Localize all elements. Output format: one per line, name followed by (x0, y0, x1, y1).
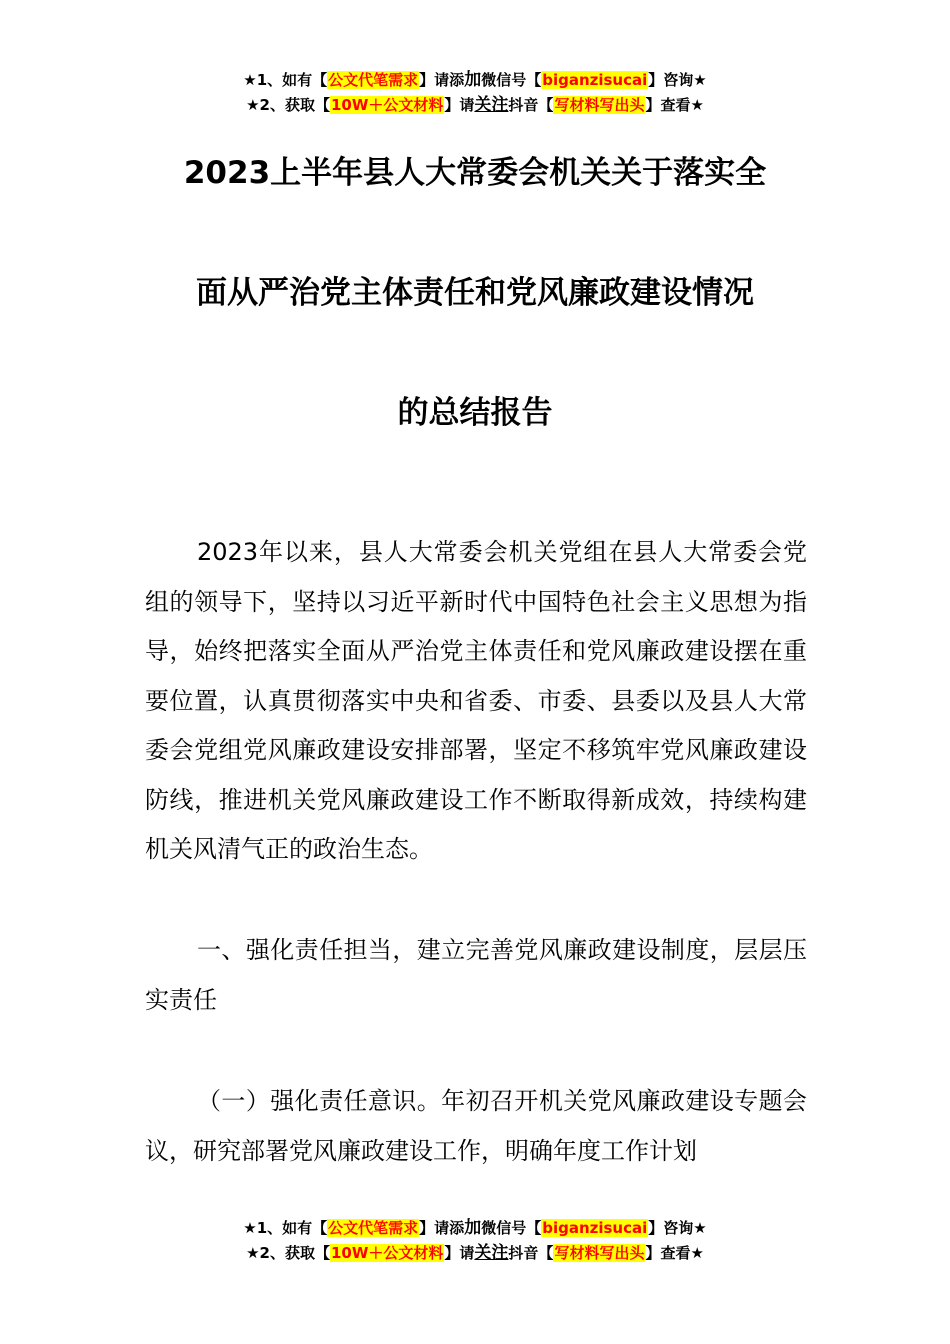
highlight-douyin-account: 写材料写出头 (554, 1244, 645, 1262)
highlight-materials: 10W＋公文材料 (330, 1244, 444, 1262)
promo-banner-bottom (0, 1216, 950, 1266)
document-title-line-2: 面从严治党主体责任和党风廉政建设情况 (196, 275, 754, 311)
body-paragraph-intro: 2023年以来，县人大常委会机关党组在县人大常委会党组的领导下，坚持以习近平新时代中国特色社会主义思想为指导，始终把落实全面从严治党主体责任和党风廉政建设摆在重要位置，认真贯彻落实中央和省委、市委、县委以及县人大常委会党组党风廉政建设安排部署，坚定不移筑牢党风廉政建设防线，推进机关党风廉政建设工作不断取得新成效，持续构建机关风清气正的政治生态。 (145, 538, 807, 863)
section-heading-1: 一、强化责任担当，建立完善党风廉政建设制度，层层压实责任 (145, 936, 807, 1014)
highlight-service: 公文代笔需求 (328, 71, 419, 89)
highlight-wechat-id: biganzisucai (542, 1219, 648, 1237)
highlight-douyin-account: 写材料写出头 (554, 96, 645, 114)
document-title-line-3: 的总结报告 (397, 395, 553, 431)
document-title-line-1: 2023上半年县人大常委会机关关于落实全 (183, 155, 767, 191)
promo-line-1: ★1、如有【公文代笔需求】请添加微信号【biganzisucai】咨询★ (243, 1218, 707, 1238)
promo-banner-top (0, 68, 950, 118)
highlight-wechat-id: biganzisucai (542, 71, 648, 89)
promo-line-2: ★2、获取【10W＋公文材料】请关注抖音【写材料写出头】查看★ (246, 95, 704, 115)
highlight-service: 公文代笔需求 (328, 1219, 419, 1237)
promo-line-2: ★2、获取【10W＋公文材料】请关注抖音【写材料写出头】查看★ (246, 1243, 704, 1263)
promo-line-1: ★1、如有【公文代笔需求】请添加微信号【biganzisucai】咨询★ (243, 70, 707, 90)
body-paragraph-1-1: （一）强化责任意识。年初召开机关党风廉政建设专题会议，研究部署党风廉政建设工作，明确年度工作计划 (145, 1087, 807, 1165)
highlight-materials: 10W＋公文材料 (330, 96, 444, 114)
